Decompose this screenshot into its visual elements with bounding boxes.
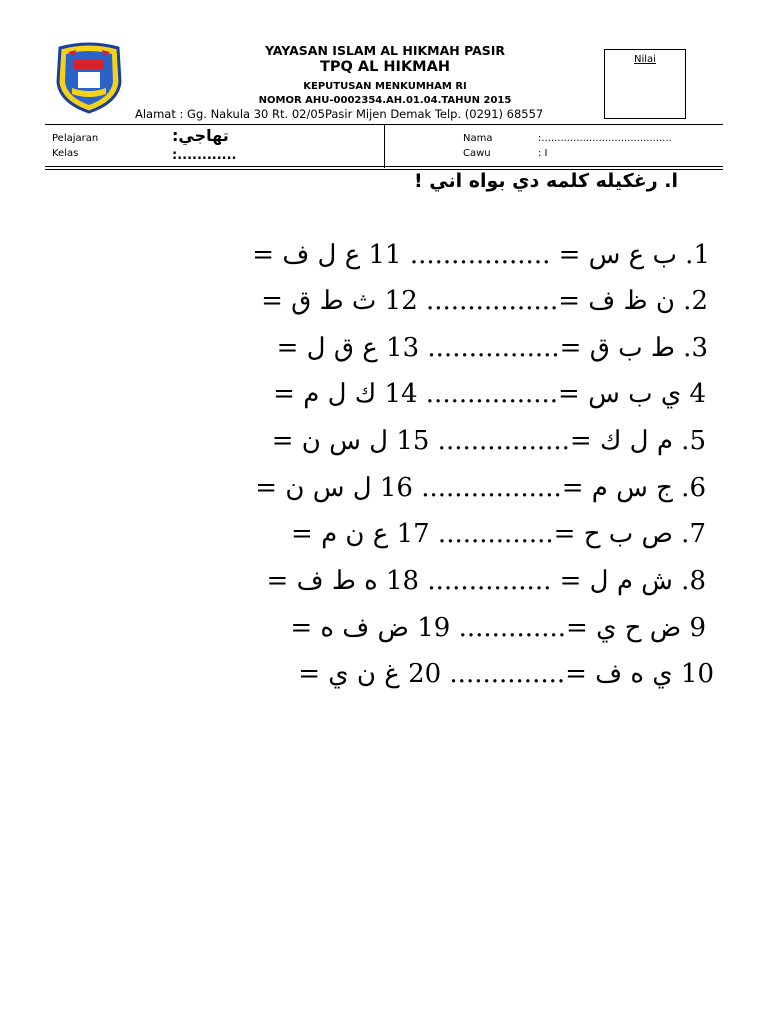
- school-address: Alamat : Gg. Nakula 30 Rt. 02/05Pasir Mijen Demak Telp. (0291) 68557: [135, 107, 544, 121]
- exercise-row-3: 3. ط ب ق =................ 13 ع ق ل =: [276, 333, 708, 363]
- name-value: :.........................................: [538, 133, 672, 144]
- exercise-row-10: 10 ي ه ف =.............. 20 غ ن ي =: [298, 659, 714, 689]
- exercise-row-1: 1. ب ع س = ................. 11 ع ل ف =: [252, 240, 710, 270]
- exercise-row-9: 9 ض ح ي =............. 19 ض ف ه =: [290, 613, 706, 643]
- cawu-value: : I: [538, 148, 548, 159]
- school-name: TPQ AL HIKMAH: [320, 59, 450, 75]
- exercise-row-6: 6. ج س م =................. 16 ل س ن =: [255, 473, 706, 503]
- exercise-row-8: 8. ش م ل = ............... 18 ه ط ف =: [266, 566, 706, 596]
- class-label: Kelas: [52, 148, 79, 159]
- instruction-text: ا. رغكيله كلمه دي بواه اني !: [414, 170, 678, 192]
- class-value: :............: [172, 148, 237, 163]
- school-logo: [52, 42, 126, 114]
- exercise-row-5: 5. م ل ك =................ 15 ل س ن =: [271, 426, 706, 456]
- exercise-row-7: 7. ص ب ح =.............. 17 ع ن م =: [291, 519, 706, 549]
- info-bottom-rule: [45, 166, 723, 167]
- cawu-label: Cawu: [463, 148, 491, 159]
- exercise-row-4: 4 ي ب س =................ 14 ك ل م =: [273, 379, 706, 409]
- score-label: Nilai: [634, 54, 656, 65]
- foundation-name: YAYASAN ISLAM AL HIKMAH PASIR: [264, 43, 506, 58]
- subject-label: Pelajaran: [52, 133, 99, 144]
- exercise-row-2: 2. ن ظ ف =................ 12 ث ط ق =: [261, 286, 708, 316]
- decree-number: NOMOR AHU-0002354.AH.01.04.TAHUN 2015: [258, 95, 512, 106]
- score-box: [604, 49, 686, 119]
- subject-value: تهاجي:: [172, 126, 229, 145]
- info-divider: [384, 124, 385, 168]
- name-label: Nama: [463, 133, 493, 144]
- decree-title: KEPUTUSAN MENKUMHAM RI: [303, 81, 467, 92]
